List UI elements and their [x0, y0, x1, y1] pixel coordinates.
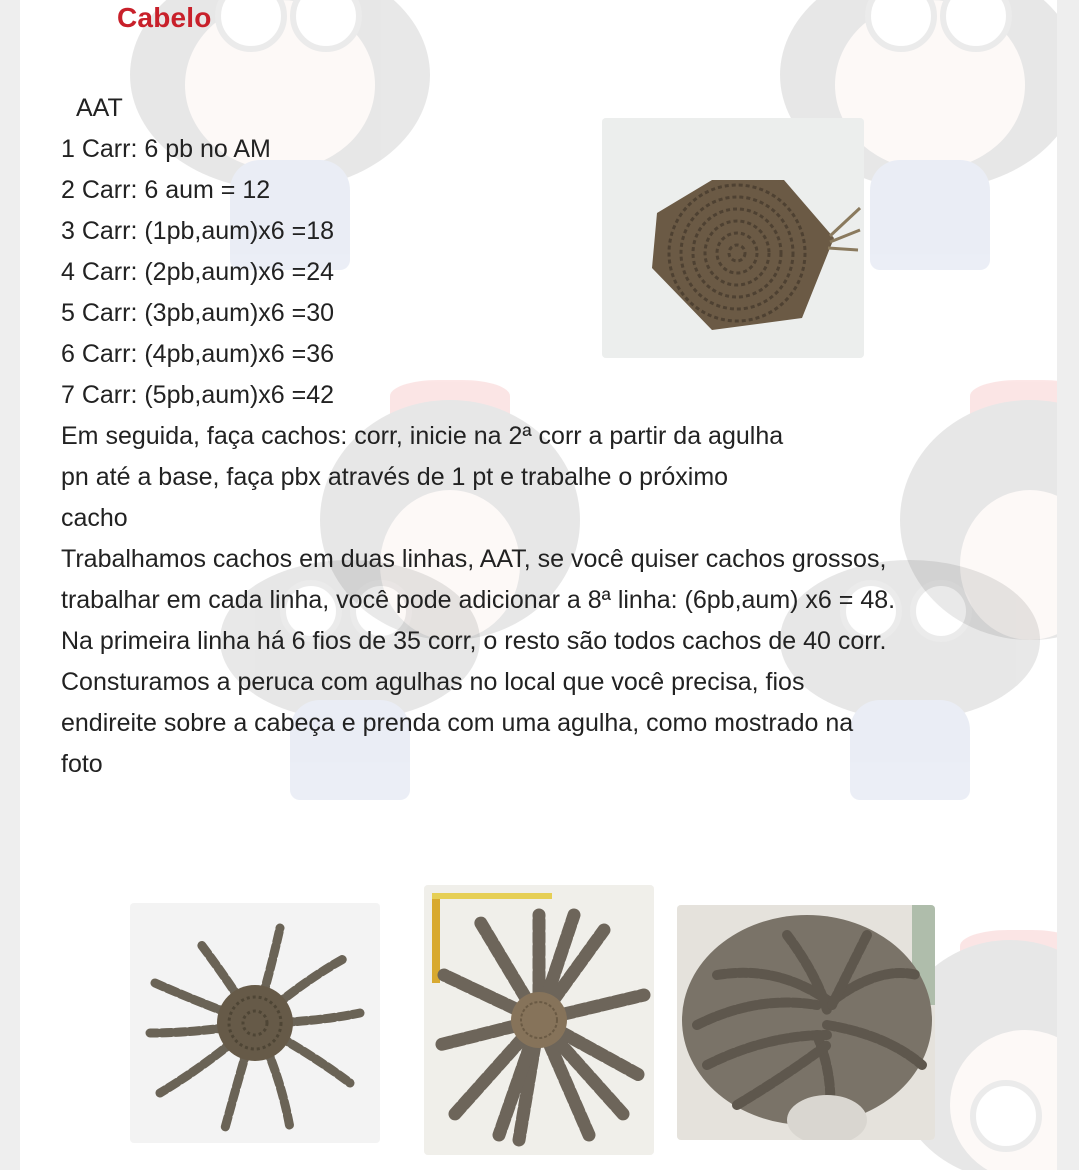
paragraph-line: Em seguida, faça cachos: corr, inicie na 2ª corr a partir da agulha — [61, 422, 784, 450]
pattern-row: 3 Carr: (1pb,aum)x6 =18 — [61, 217, 335, 245]
pattern-instructions — [61, 88, 1041, 785]
crochet-hexagon-image — [602, 118, 864, 358]
crochet-wig-on-head-image — [677, 905, 935, 1140]
document-page — [20, 0, 1057, 1170]
crochet-curls-spread-image — [130, 903, 380, 1143]
paragraph-line: Trabalhamos cachos em duas linhas, AAT, se você quiser cachos grossos, — [61, 545, 887, 573]
pattern-row: 2 Carr: 6 aum = 12 — [61, 176, 271, 204]
pattern-row: 4 Carr: (2pb,aum)x6 =24 — [61, 258, 335, 286]
paragraph-line: cacho — [61, 504, 128, 532]
wig-curls-spread-photo — [130, 903, 380, 1143]
paragraph-line: Na primeira linha há 6 fios de 35 corr, o resto são todos cachos de 40 corr. — [61, 627, 887, 655]
paragraph-line: Consturamos a peruca com agulhas no local que você precisa, fios — [61, 668, 805, 696]
pattern-intro: AAT — [76, 94, 123, 122]
hexagon-base-photo — [602, 118, 864, 358]
section-title: Cabelo — [117, 2, 212, 33]
paragraph-line: endireite sobre a cabeça e prenda com uma agulha, como mostrado na — [61, 709, 854, 737]
pattern-row: 6 Carr: (4pb,aum)x6 =36 — [61, 340, 335, 368]
wig-on-head-photo — [677, 905, 935, 1140]
paragraph-line: foto — [61, 750, 103, 778]
pattern-row: 1 Carr: 6 pb no AM — [61, 135, 271, 163]
crochet-curls-dense-image — [424, 885, 654, 1155]
wig-curls-dense-photo — [424, 885, 654, 1155]
paragraph-line: trabalhar em cada linha, você pode adicionar a 8ª linha: (6pb,aum) x6 = 48. — [61, 586, 896, 614]
pattern-row: 5 Carr: (3pb,aum)x6 =30 — [61, 299, 335, 327]
pattern-row: 7 Carr: (5pb,aum)x6 =42 — [61, 381, 335, 409]
paragraph-line: pn até a base, faça pbx através de 1 pt e trabalhe o próximo — [61, 463, 729, 491]
